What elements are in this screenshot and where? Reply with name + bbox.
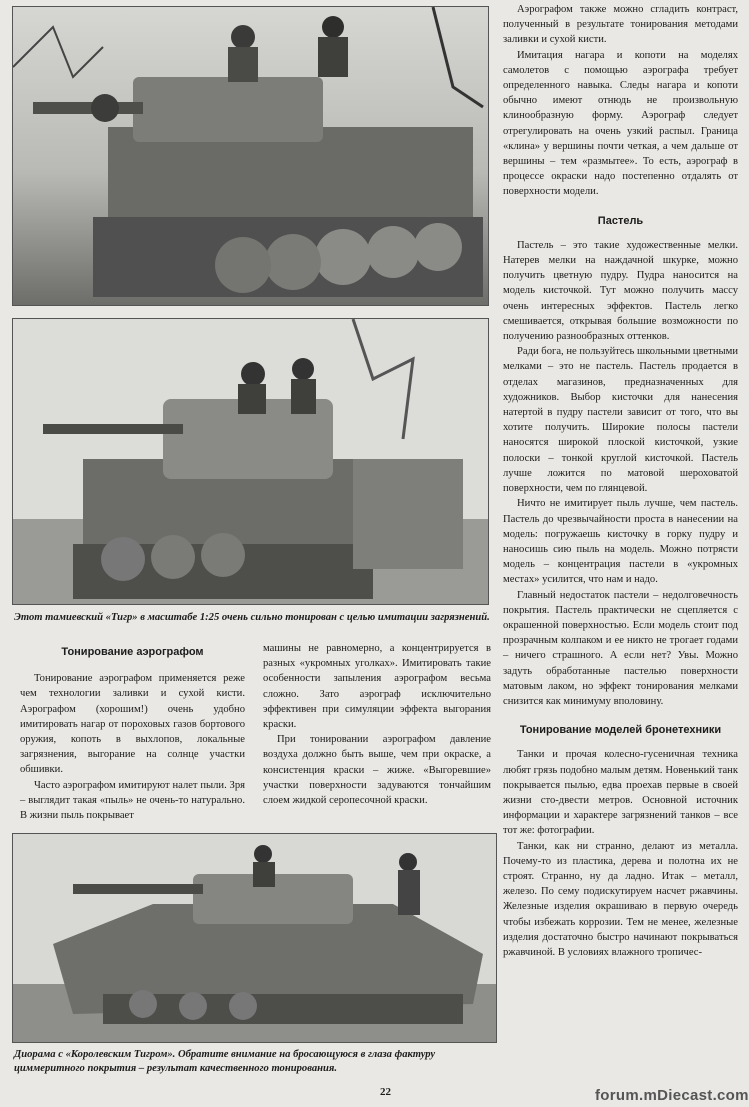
paragraph: Ради бога, не пользуйтесь школьными цветными мелками – это не пастель. Пастель продается в отделах магазинов, предназначенных для художников. Выбор кисточки для нанесения натертой в пудру пастели зависит от того, что вы хотите получить. Широкие полосы пастели наносятся широкой плоской кисточкой, узкие полоски – тонкой круглой кисточкой. Пастель лучше ложится по матовой шероховатой поверхности, чем по глянцевой. <box>503 346 738 495</box>
paragraph: машины не равномерно, а концентрируется в разных «укромных уголках». Имитировать такие особенности запыления аэрографом весьма сложно. Зато аэрограф исключительно эффективен при симуляции эффекта выгорания краски. <box>263 643 491 731</box>
paragraph: Часто аэрографом имитируют налет пыли. Зря – выглядит такая «пыль» не очень-то натурально. В жизни пыль покрывает <box>20 779 245 822</box>
paragraph: Тонирование аэрографом применяется реже чем технологии заливки и сухой кисти. Аэрографом (хорошим!) очень удобно имитировать нагар от пороховых газов бортового оружия, копоть в выхлопов, локальные загрязнения, выгорание на солнце участки обшивки. <box>20 673 245 776</box>
watermark <box>595 1087 749 1104</box>
paragraph: Аэрографом также можно сгладить контраст, полученный в результате тонирования методами заливки и сухой кисти. <box>503 4 738 46</box>
paragraph: При тонировании аэрографом давление воздуха должно быть выше, чем при окраске, а консистенция краски – жиже. «Выгоревшие» участки поверхности задуваются тончайшим слоем жидкой серопесочной краски. <box>263 734 491 807</box>
section-heading-pastel: Пастель <box>597 214 644 227</box>
photo-caption: Диорама с «Королевским Тигром». Обратите внимание на бросающуюся в глаза фактуру циммеритного покрытия – результат качественного тонирования. <box>14 1049 436 1074</box>
section-heading-armor: Тонирование моделей бронетехники <box>519 724 722 737</box>
paragraph: Главный недостаток пастели – недолговечность покрытия. Пастель практически не сцепляется с окрашенной поверхностью. Если модель стоит под прозрачным колпаком и ее никто не трогает годами – ничего страшного. А если нет? Увы. Можно задуть обработанные пастелью поверхности матовым лаком, но эффект тонирования мелками снизится как минимуму вполовину. <box>503 589 738 707</box>
middle-right-column <box>263 641 491 808</box>
tiger-tank-weathered-photo <box>12 318 489 605</box>
king-tiger-diorama-photo <box>12 833 497 1043</box>
paragraph: Пастель – это такие художественные мелки. Натерев мелки на наждачной шкурке, можно получить цветную пудру. Пудра наносится на модель кисточкой. Тут можно получить массу очень интересных эффектов. Пастель легко смешивается, открывая большие возможности по получению разнообразных оттенков. <box>503 239 738 343</box>
photo-caption: Этот тамиевский «Тигр» в масштабе 1:25 очень сильно тонирован с целью имитации загрязнений. <box>14 612 490 623</box>
right-column-text <box>503 2 738 960</box>
paragraph: Танки, как ни странно, делают из металла. Почему-то из пластика, дерева и полотна их не строят. Странно, ну да ладно. Итак – металл, железо. По сему подискутируем насчет ржавчины. Железные изделия окрашиваю в первую очередь чтобы избежать коррозии. Тем не менее, железные изделия достаточно быстро начинают покрываться ржавчиной. В условиях влажного тропичес- <box>503 840 738 958</box>
middle-left-column <box>20 645 245 823</box>
page-number: 22 <box>380 1086 391 1098</box>
section-heading-airbrush: Тонирование аэрографом <box>61 646 204 658</box>
paragraph: Танки и прочая колесно-гусеничная техника любят грязь подобно малым детям. Новенький танк покрывается пылью, едва проехав первые в своей жизни сто-двести метров. Основной источник информации и характере загрязнений танков – все тот же: фотографии. <box>503 749 738 837</box>
tiger-tank-photo <box>12 6 489 306</box>
paragraph: Имитация нагара и копоти на моделях самолетов с помощью аэрографа требует определенного навыка. Следы нагара и копоти обычно имеют отнюдь не произвольную клинообразную форму. Аэрограф следует отрегулировать на очень узкий распыл. Граница «клина» у вершины почти четкая, а чем дальше от вершины – тем «размытее». То есть, аэрограф в процессе окраски надо постепенно отдалять от поверхности модели. <box>503 49 738 198</box>
watermark-text: forum.mDiecast.com <box>595 1087 749 1104</box>
paragraph: Ничто не имитирует пыль лучше, чем пастель. Пастель до чрезвычайности проста в нанесении на модель: погружаешь кисточку в горку пудру и наносишь сию пыль на модель. Можно потрясти модель – концентрация пастели в «укромных местах» усилится, что нам и надо. <box>503 498 738 586</box>
